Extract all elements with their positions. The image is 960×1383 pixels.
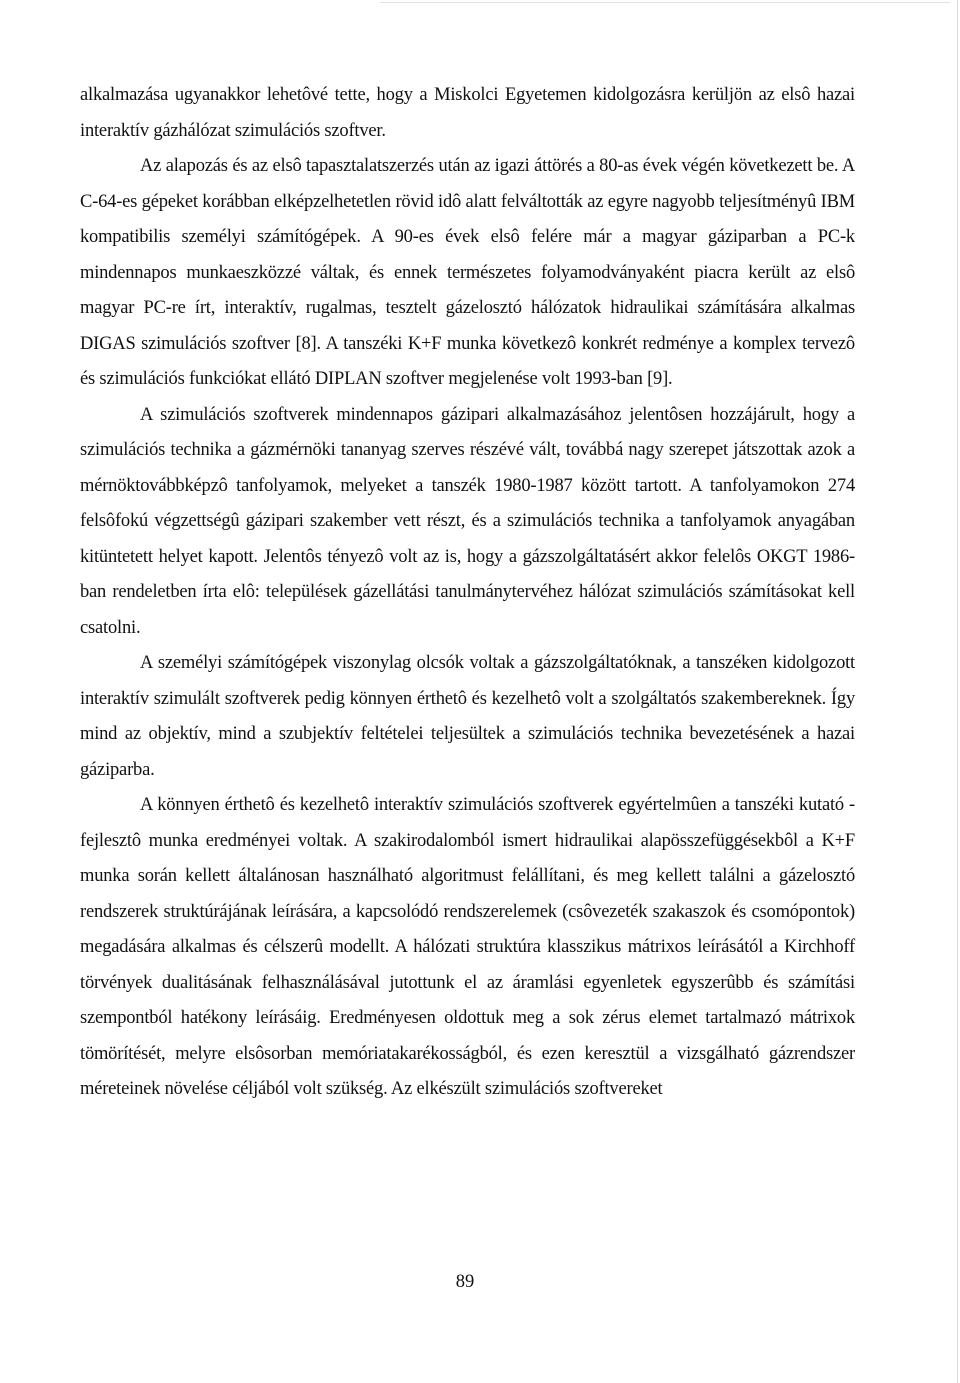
scan-edge-right: [957, 0, 958, 1383]
paragraph-1: alkalmazása ugyanakkor lehetôvé tette, hogy a Miskolci Egyetemen kidolgozásra kerüljön az elsô hazai interaktív gázhálózat szimulációs szoftver.: [80, 85, 855, 141]
body-text: [80, 78, 855, 1108]
page-number: 89: [455, 1272, 475, 1292]
paragraph-4: A személyi számítógépek viszonylag olcsók voltak a gázszolgáltatóknak, a tanszéken kidolgozott interaktív szimulált szoftverek pedig könnyen érthetô és kezelhetô volt a szolgáltatós szakembereknek. Így mind az objektív, mind a szubjektív feltételei teljesültek a szimulációs technika bevezetésének a hazai gáziparba.: [80, 653, 855, 780]
scan-edge-top: [380, 2, 950, 3]
paragraph-2: Az alapozás és az elsô tapasztalatszerzés után az igazi áttörés a 80-as évek végén következett be. A C-64-es gépeket korábban elképzelhetetlen rövid idô alatt felváltották az egyre nagyobb teljesítményû IBM kompatibilis személyi számítógépek. A 90-es évek elsô felére már a magyar gáziparban a PC-k mindennapos munkaeszközzé váltak, és ennek természetes folyamodványaként piacra került az elsô magyar PC-re írt, interaktív, rugalmas, tesztelt gázelosztó hálózatok hidraulikai számítására alkalmas DIGAS szimulációs szoftver [8]. A tanszéki K+F munka következô konkrét redménye a komplex tervezô és szimulációs funkciókat ellátó DIPLAN szoftver megjelenése volt 1993-ban [9].: [80, 156, 855, 389]
paragraph-3: A szimulációs szoftverek mindennapos gázipari alkalmazásához jelentôsen hozzájárult, hogy a szimulációs technika a gázmérnöki tananyag szerves részévé vált, továbbá nagy szerepet játszottak azok a mérnöktovábbképzô tanfolyamok, melyeket a tanszék 1980-1987 között tartott. A tanfolyamokon 274 felsôfokú végzettségû gázipari szakember vett részt, és a szimulációs technika a tanfolyamok anyagában kitüntetett helyet kapott. Jelentôs tényezô volt az is, hogy a gázszolgáltatásért akkor felelôs OKGT 1986-ban rendeletben írta elô: települések gázellátási tanulmánytervéhez hálózat szimulációs számításokat kell csatolni.: [80, 404, 855, 638]
paragraph-5: A könnyen érthetô és kezelhetô interaktív szimulációs szoftverek egyértelmûen a tanszéki kutató - fejlesztô munka eredményei voltak. A szakirodalomból ismert hidraulikai alapösszefüggésekbôl a K+F munka során kellett általánosan használható algoritmust felállítani, és meg kellett találni a gázelosztó rendszerek struktúrájának leírására, a kapcsolódó rendszerelemek (csôvezeték szakaszok és csomópontok) megadására alkalmas és célszerû modellt. A hálózati struktúra klasszikus mátrixos leírásától a Kirchhoff törvények dualitásának felhasználásával jutottunk el az áramlási egyenletek egyszerûbb és számítási szempontból hatékony leírásáig. Eredményesen oldottuk meg a sok zérus elemet tartalmazó mátrixok tömörítését, melyre elsôsorban memóriatakarékosságból, és ezen keresztül a vizsgálható gázrendszer méreteinek növelése céljából volt szükség. Az elkészült szimulációs szoftvereket: [80, 795, 855, 1099]
